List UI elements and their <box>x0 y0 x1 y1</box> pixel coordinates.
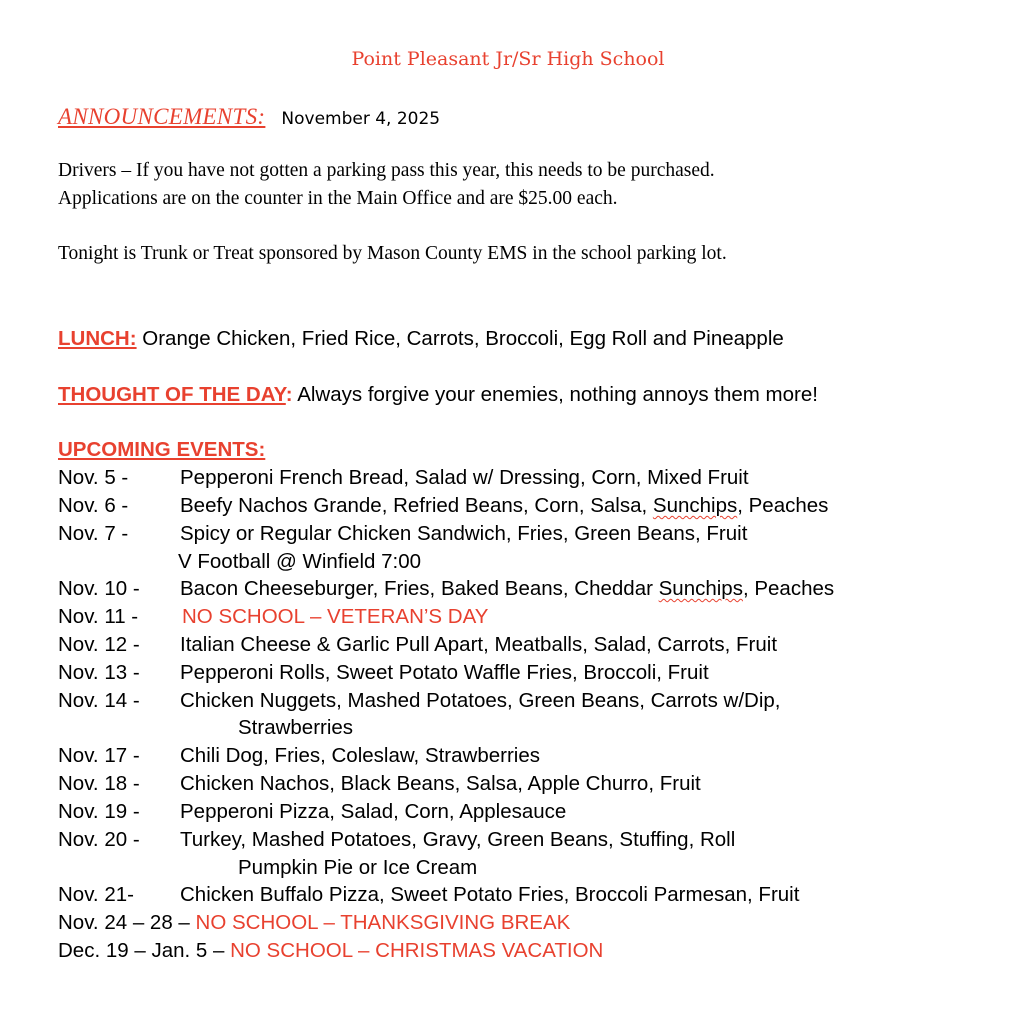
lunch-menu: Orange Chicken, Fried Rice, Carrots, Broccoli, Egg Roll and Pineapple <box>142 327 784 350</box>
event-date: Nov. 19 - <box>58 800 140 823</box>
event-text: Spicy or Regular Chicken Sandwich, Fries, Green Beans, Fruit <box>180 522 748 545</box>
lunch-line <box>58 327 784 351</box>
lunch-label: LUNCH: <box>58 327 137 350</box>
thought-colon: : <box>285 383 293 406</box>
announcements-header <box>58 104 440 130</box>
event-inline <box>58 939 603 963</box>
event-row <box>0 911 1016 937</box>
event-continuation <box>0 716 1016 742</box>
event-date: Nov. 10 - <box>58 577 140 600</box>
event-date: Nov. 21- <box>58 883 134 906</box>
event-text: Turkey, Mashed Potatoes, Gravy, Green Beans, Stuffing, Roll <box>180 828 736 851</box>
event-text: Chicken Buffalo Pizza, Sweet Potato Fries, Broccoli Parmesan, Fruit <box>180 883 800 906</box>
event-text-no-school: NO SCHOOL – THANKSGIVING BREAK <box>195 911 571 934</box>
event-text: Chicken Nachos, Black Beans, Salsa, Apple Churro, Fruit <box>180 772 701 795</box>
event-text <box>180 577 834 601</box>
event-row <box>0 577 1016 603</box>
thought-line <box>58 383 818 407</box>
event-date: Nov. 24 – 28 – <box>58 911 190 934</box>
event-row <box>0 689 1016 715</box>
event-text-part: Beefy Nachos Grande, Refried Beans, Corn, Salsa, <box>180 494 653 517</box>
drivers-paragraph-line-2: Applications are on the counter in the Main Office and are $25.00 each. <box>58 188 618 209</box>
event-text: Pepperoni French Bread, Salad w/ Dressing, Corn, Mixed Fruit <box>180 466 749 489</box>
event-text-continued: Pumpkin Pie or Ice Cream <box>238 856 478 879</box>
event-row <box>0 800 1016 826</box>
event-text-part: , Peaches <box>742 577 835 600</box>
event-date: Dec. 19 – Jan. 5 – <box>58 939 225 962</box>
event-row <box>0 772 1016 798</box>
event-row <box>0 828 1016 854</box>
event-row <box>0 522 1016 548</box>
event-text: Chili Dog, Fries, Coleslaw, Strawberries <box>180 744 541 767</box>
drivers-paragraph-line-1: Drivers – If you have not gotten a parking pass this year, this needs to be purchased. <box>58 160 715 181</box>
event-date: Nov. 11 - <box>58 605 139 628</box>
announcements-date: November 4, 2025 <box>281 109 441 129</box>
event-continuation <box>0 856 1016 882</box>
event-text: Chicken Nuggets, Mashed Potatoes, Green Beans, Carrots w/Dip, <box>180 689 781 712</box>
event-row <box>0 939 1016 965</box>
event-text: Pepperoni Rolls, Sweet Potato Waffle Fries, Broccoli, Fruit <box>180 661 709 684</box>
event-date: Nov. 14 - <box>58 689 140 712</box>
event-date: Nov. 6 - <box>58 494 129 517</box>
event-continuation <box>0 550 1016 576</box>
event-text-part: , Peaches <box>737 494 829 517</box>
event-row <box>0 605 1016 631</box>
event-row <box>0 494 1016 520</box>
event-text-continued: V Football @ Winfield 7:00 <box>178 550 422 573</box>
event-date: Nov. 5 - <box>58 466 129 489</box>
event-inline <box>58 911 570 935</box>
event-text-part: Bacon Cheeseburger, Fries, Baked Beans, Cheddar <box>180 577 659 600</box>
event-text-spellcheck: Sunchips <box>652 494 738 517</box>
school-title: Point Pleasant Jr/Sr High School <box>351 48 665 70</box>
event-text-continued: Strawberries <box>238 716 354 739</box>
event-date: Nov. 12 - <box>58 633 140 656</box>
event-row <box>0 883 1016 909</box>
trunk-or-treat-paragraph: Tonight is Trunk or Treat sponsored by Mason County EMS in the school parking lot. <box>58 243 727 264</box>
event-date: Nov. 20 - <box>58 828 140 851</box>
upcoming-events-heading: UPCOMING EVENTS: <box>58 438 266 461</box>
event-text-no-school: NO SCHOOL – CHRISTMAS VACATION <box>230 939 604 962</box>
event-row <box>0 633 1016 659</box>
event-text: Pepperoni Pizza, Salad, Corn, Applesauce <box>180 800 567 823</box>
thought-text: Always forgive your enemies, nothing annoys them more! <box>297 383 818 406</box>
event-date: Nov. 7 - <box>58 522 129 545</box>
event-row <box>0 466 1016 492</box>
event-row <box>0 744 1016 770</box>
event-row <box>0 661 1016 687</box>
event-text-no-school: NO SCHOOL – VETERAN’S DAY <box>182 605 489 628</box>
upcoming-events-label <box>58 438 265 462</box>
event-text-spellcheck: Sunchips <box>658 577 743 600</box>
event-date: Nov. 13 - <box>58 661 140 684</box>
announcements-label: ANNOUNCEMENTS: <box>58 104 266 129</box>
event-text: Italian Cheese & Garlic Pull Apart, Meatballs, Salad, Carrots, Fruit <box>180 633 778 656</box>
event-text <box>180 494 828 518</box>
thought-label: THOUGHT OF THE DAY <box>58 383 286 406</box>
event-date: Nov. 18 - <box>58 772 140 795</box>
event-date: Nov. 17 - <box>58 744 140 767</box>
